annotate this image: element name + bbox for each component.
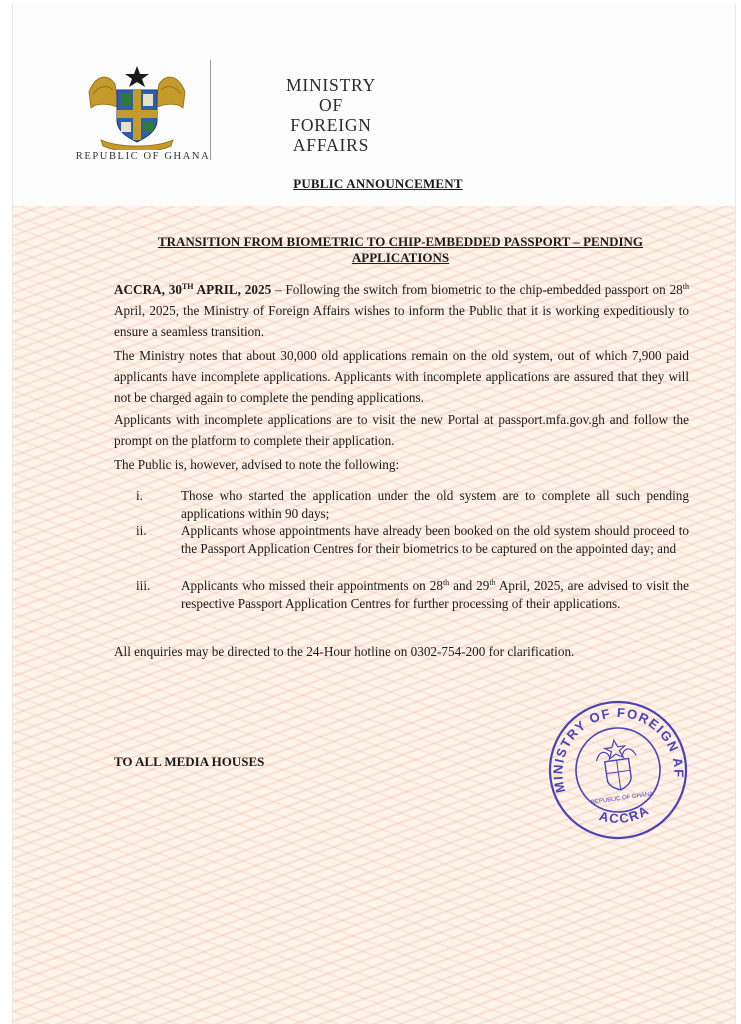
date-suffix: th	[489, 578, 496, 587]
public-announcement-heading: PUBLIC ANNOUNCEMENT	[293, 176, 463, 191]
list-item-text: Applicants whose appointments have already been booked on the old system should proceed to the Passport Application Centres for their biometrics to be captured on the appointed day; and	[181, 523, 689, 556]
stamp-inner-text: REPUBLIC OF GHANA	[590, 791, 654, 807]
media-recipients: TO ALL MEDIA HOUSES	[114, 754, 265, 769]
list-item-text: Those who started the application under the old system are to complete all such pending applications within 90 days;	[181, 488, 689, 521]
applications-paragraph: The Ministry notes that about 30,000 old applications remain on the old system, out of which 7,900 paid applicants have incomplete applications. Applicants with incomplete applications are assured that they will not be charged again to complete the pending applications.	[114, 348, 689, 405]
list-item-text	[181, 577, 689, 612]
stamp-bottom-text: ACCRA	[597, 802, 653, 827]
list-item-number: i.	[136, 488, 143, 503]
dateline-paragraph	[114, 279, 689, 342]
ministry-line-2: OF	[319, 95, 343, 115]
dateline-text-after: April, 2025, the Ministry of Foreign Affairs wishes to inform the Public that it is working expeditiously to ensure a seamless transition.	[114, 303, 689, 339]
dateline-date-suffix: th	[682, 282, 689, 291]
list-item-number: ii.	[136, 523, 147, 538]
ministry-line-3: FOREIGN AFFAIRS	[290, 115, 372, 155]
announcement-title: TRANSITION FROM BIOMETRIC TO CHIP-EMBEDDED PASSPORT – PENDING APPLICATIONS	[157, 234, 644, 265]
republic-label: REPUBLIC OF GHANA	[75, 151, 211, 162]
ministry-stamp-icon	[540, 696, 696, 844]
portal-paragraph: Applicants with incomplete applications are to visit the new Portal at passport.mfa.gov.gh and follow the prompt on the platform to complete their application.	[114, 412, 689, 448]
dateline-day-suffix: TH	[181, 282, 194, 291]
stamp-ring-text: MINISTRY OF FOREIGN AFFAIRS	[550, 704, 687, 795]
ministry-name	[251, 75, 411, 155]
ghana-coat-of-arms-icon	[85, 64, 189, 150]
dateline-month-year: APRIL, 2025	[193, 282, 272, 297]
document-page	[12, 4, 736, 1024]
list-item-text-part: April, 2025, are advised to visit the respective Passport Application Centres for further processing of their applications.	[181, 578, 690, 611]
list-item-number: iii.	[136, 578, 151, 593]
header-divider	[210, 60, 211, 160]
dateline-text-before: – Following the switch from biometric to the chip-embedded passport on 28	[271, 282, 683, 297]
list-item-text-part: Applicants who missed their appointments on 28	[181, 578, 443, 593]
ministry-line-1: MINISTRY	[285, 75, 377, 95]
dateline-city: ACCRA, 30	[114, 282, 182, 297]
dateline-date	[114, 282, 271, 297]
date-suffix: th	[442, 578, 450, 587]
hotline-paragraph: All enquiries may be directed to the 24-Hour hotline on 0302-754-200 for clarification.	[114, 644, 575, 659]
svg-text:MINISTRY OF FOREIGN AFFAIRS	[540, 696, 688, 800]
list-item-text-part: and 29	[449, 578, 490, 593]
svg-text:ACCRA	[596, 801, 653, 829]
advisory-intro: The Public is, however, advised to note the following:	[114, 457, 400, 472]
